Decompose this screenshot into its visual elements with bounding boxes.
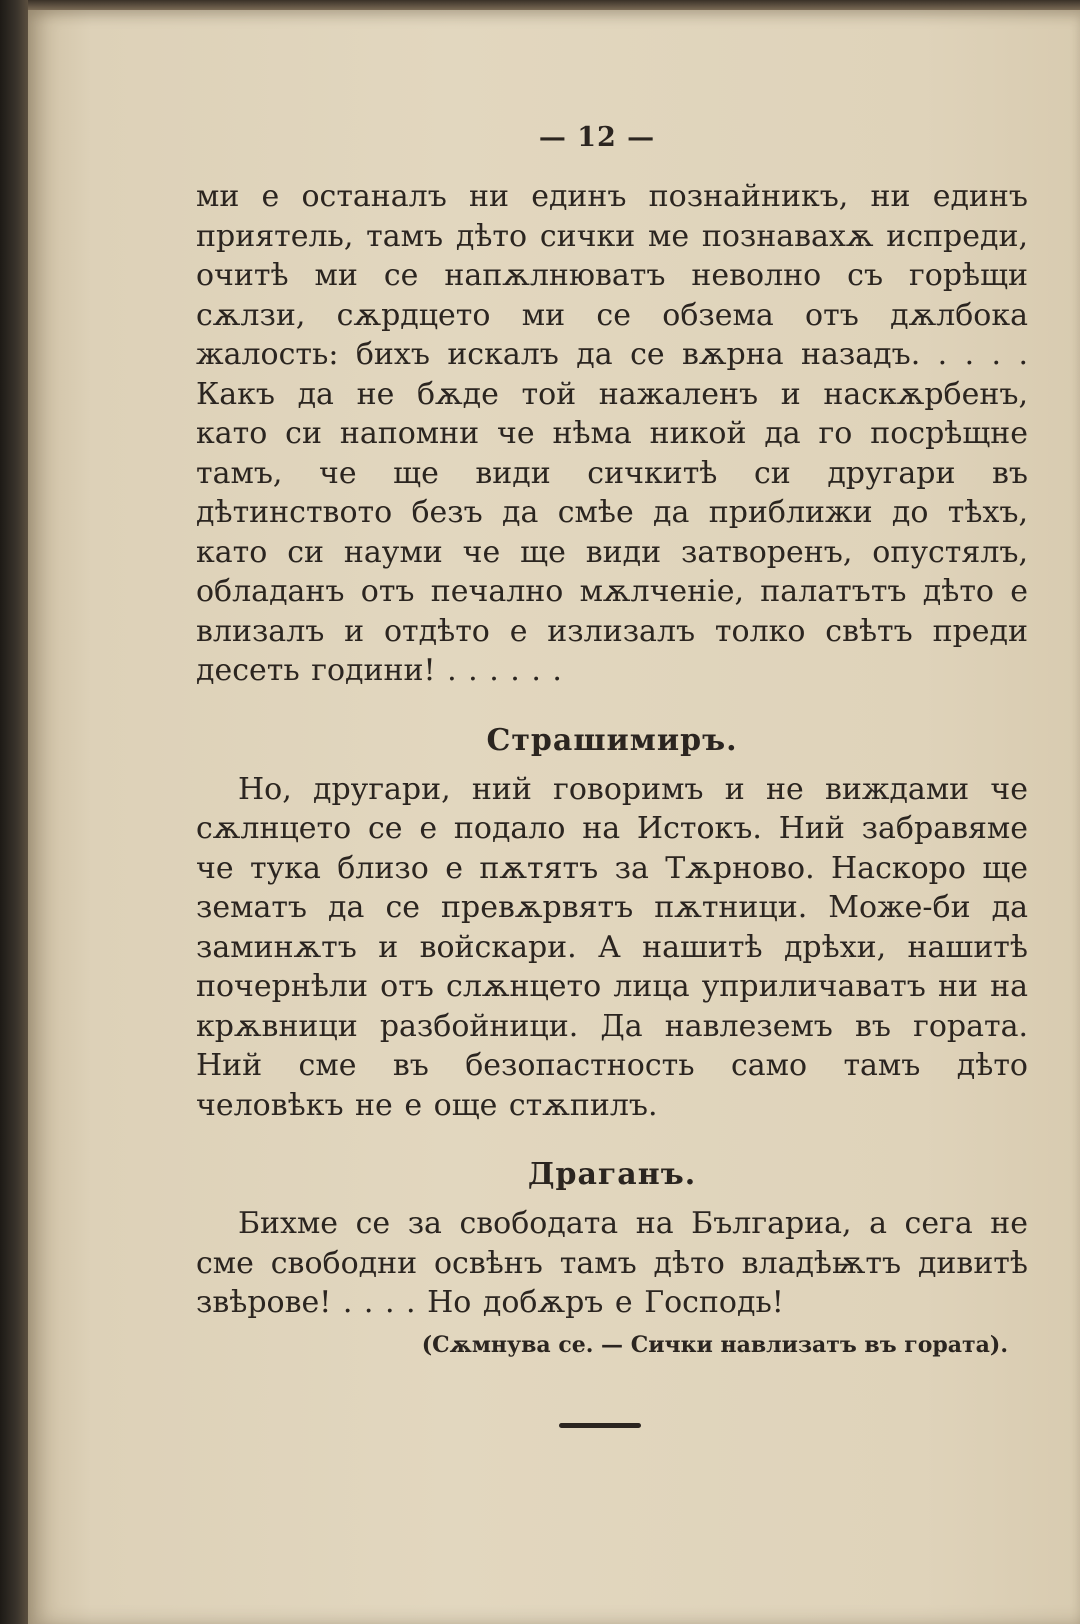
page-content xyxy=(196,122,1028,1428)
page-top-edge xyxy=(28,0,1080,10)
speaker-dragan: Драганъ. xyxy=(527,1157,697,1192)
stage-direction: (Сѫмнува се. — Сички навлизатъ въ гората). xyxy=(421,1331,1008,1358)
closing-rule xyxy=(559,1423,641,1428)
paragraph-continued: ми е останалъ ни единъ познайникъ, ни единъ приятель, тамъ дѣто сички ме познавахѫ испреди, очитѣ ми се напѫлнюватъ неволно съ горѣщи сѫлзи, сѫрдцето ми се обзема отъ дѫлбока жалость: бихъ искалъ да се вѫрна назадъ. . . . . Какъ да не бѫде той нажаленъ и наскѫрбенъ, като си напомни че нѣма никой да го посрѣщне тамъ, че ще види сичкитѣ си другари въ дѣтинството безъ да смѣе да приближи до тѣхъ, като си науми че ще види затворенъ, опустялъ, обладанъ отъ печално мѫлченіе, палатътъ дѣто е влизалъ и отдѣто е излизалъ толко свѣтъ преди десеть години! . . . . . . xyxy=(196,179,1028,688)
paragraph-strashimir-speech: Но, другари, ний говоримъ и не виждами че сѫлнцето се е подало на Истокъ. Ний забравяме че тука близо е пѫтятъ за Тѫрново. Наскоро ще зематъ да се превѫрвятъ пѫтници. Може-би да заминѫтъ и войскари. А нашитѣ дрѣхи, нашитѣ почернѣли отъ слѫнцето лица уприличаватъ ни на крѫвници разбойници. Да навлеземъ въ гората. Ний сме въ безопастность само тамъ дѣто человѣкъ не е още стѫпилъ. xyxy=(196,771,1028,1123)
book-spine xyxy=(0,0,28,1624)
page-number: — 12 — xyxy=(538,122,656,153)
speaker-strashimir: Страшимиръ. xyxy=(486,722,738,758)
paragraph-dragan-speech: Бихме се за свободата на Българиа, а сега не сме свободни освѣнъ тамъ дѣто владѣѭтъ дивитѣ звѣрове! . . . . Но добѫръ е Господь! xyxy=(196,1206,1028,1320)
